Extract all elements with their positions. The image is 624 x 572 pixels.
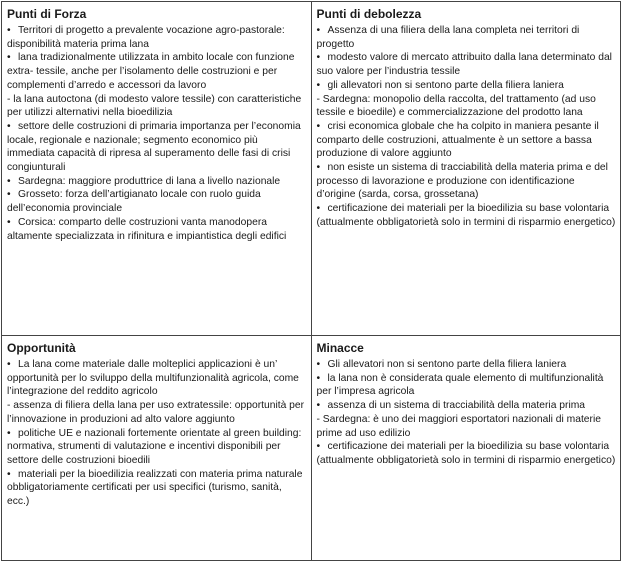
list-item (317, 358, 617, 372)
weaknesses-cell (311, 2, 621, 336)
list-item-text: modesto valore di mercato attribuito dalla lana determinato dal suo valore per l’industria tessile (316, 52, 612, 78)
list-item-text: crisi economica globale che ha colpito in maniera pesante il comparto delle costruzioni, attualmente è un settore a bassa produzione di valore aggiunto (316, 120, 599, 160)
list-item (317, 93, 617, 120)
list-item (317, 202, 617, 229)
bullet-marker: • (7, 216, 11, 228)
list-item (7, 358, 307, 399)
bullet-marker: • (7, 468, 11, 480)
list-item (7, 468, 307, 509)
threats-list (317, 358, 617, 468)
bullet-marker: • (316, 162, 321, 174)
strengths-list (7, 24, 307, 243)
list-item-text: politiche UE e nazionali fortemente orientate al green building: normativa, strumenti di valutazione e incentivi disponibili per settore delle costruzioni bioedili (7, 427, 302, 466)
opportunities-heading: Opportunità (7, 341, 76, 355)
bullet-marker: • (316, 25, 321, 36)
strengths-cell (2, 2, 312, 336)
swot-table (1, 1, 621, 561)
list-item (317, 120, 617, 161)
bullet-marker: • (316, 52, 321, 64)
list-item (7, 216, 307, 243)
bullet-marker: • (316, 359, 321, 370)
bullet-marker: • (316, 372, 321, 384)
list-item (317, 372, 617, 399)
list-item-text: Territori di progetto a prevalente vocazione agro-pastorale: disponibilità materia prima lana (7, 25, 285, 50)
bullet-marker: • (316, 120, 321, 132)
swot-row-top (2, 2, 621, 336)
list-item-text: settore delle costruzioni di primaria importanza per l’economia locale, regionale e nazionale; segmento economico più immediata capacità di ripresa al superamento delle fasi di crisi congiunturali (7, 120, 301, 174)
bullet-marker: • (316, 441, 321, 453)
list-item (317, 161, 617, 202)
swot-row-bottom (2, 336, 621, 561)
list-item-text: Corsica: comparto delle costruzioni vanta manodopera altamente specializzata in rifinitura e impiantistica degli edifici (7, 216, 287, 242)
list-item-text: La lana come materiale dalle molteplici applicazioni è un’ opportunità per lo sviluppo della multifunzionalità agricola, come l’integrazione del reddito agricolo (7, 359, 299, 398)
bullet-marker: • (7, 189, 11, 201)
list-item-text: Sardegna: maggiore produttrice di lana a livello nazionale (18, 175, 281, 187)
bullet-marker: • (7, 175, 11, 187)
list-item (317, 399, 617, 413)
list-item-text: non esiste un sistema di tracciabilità della materia prima e del processo di lavorazione e produzione con identificazione d’origine (sarda, corsa, grossetana) (316, 162, 608, 201)
list-item-text: - Sardegna: è uno dei maggiori esportatori nazionali di materie prime ad uso edilizio (316, 413, 601, 439)
list-item (7, 24, 307, 51)
list-item (7, 93, 307, 120)
list-item-text: certificazione dei materiali per la bioedilizia su base volontaria (attualmente obbligatorietà solo in termini di risparmio energetico) (316, 441, 616, 466)
list-item (317, 79, 617, 93)
list-item (7, 51, 307, 92)
list-item-text: Grosseto: forza dell’artigianato locale con ruolo guida dell’economia provinciale (7, 189, 261, 215)
opportunities-list (7, 358, 307, 509)
threats-cell (311, 336, 621, 561)
list-item (317, 51, 617, 78)
list-item-text: certificazione dei materiali per la bioedilizia su base volontaria (attualmente obbligatorietà solo in termini di risparmio energetico) (316, 203, 616, 228)
list-item (7, 399, 307, 426)
list-item-text: lana tradizionalmente utilizzata in ambito locale con funzione extra- tessile, anche per l’isolamento delle costruzioni e per complementi d’arredo e accessori da lavoro (7, 52, 295, 91)
list-item (7, 120, 307, 175)
bullet-marker: • (7, 52, 11, 64)
list-item (317, 24, 617, 51)
list-item-text: Assenza di una filiera della lana completa nei territori di progetto (316, 25, 580, 50)
bullet-marker: • (7, 427, 11, 439)
list-item (317, 440, 617, 467)
list-item-text: materiali per la bioedilizia realizzati con materia prima naturale obbligatoriamente certificati per usi specifici (turismo, sanità, ecc.) (7, 468, 303, 508)
bullet-marker: • (316, 79, 321, 91)
list-item-text: assenza di un sistema di tracciabilità della materia prima (327, 400, 586, 412)
bullet-marker: • (316, 400, 321, 412)
list-item-text: gli allevatori non si sentono parte della filiera laniera (327, 79, 564, 91)
threats-heading: Minacce (316, 341, 364, 355)
list-item-text: - assenza di filiera della lana per uso extratessile: opportunità per l’innovazione in produzioni ad alto valore aggiunto (7, 400, 305, 425)
list-item-text: Gli allevatori non si sentono parte della filiera laniera (327, 359, 567, 370)
list-item (7, 188, 307, 215)
bullet-marker: • (7, 120, 11, 132)
strengths-heading: Punti di Forza (7, 7, 87, 21)
list-item-text: - la lana autoctona (di modesto valore tessile) con caratteristiche per utilizzi alternativi nella bioedilizia (7, 93, 302, 119)
bullet-marker: • (7, 25, 11, 36)
weaknesses-list (317, 24, 617, 230)
list-item-text: la lana non è considerata quale elemento di multifunzionalità per l’impresa agricola (316, 372, 604, 398)
list-item (7, 427, 307, 468)
list-item-text: - Sardegna: monopolio della raccolta, del trattamento (ad uso tessile e bioedile) e commercializzazione del prodotto lana (316, 93, 596, 119)
bullet-marker: • (316, 203, 321, 215)
bullet-marker: • (7, 359, 11, 370)
opportunities-cell (2, 336, 312, 561)
list-item (7, 175, 307, 189)
list-item (317, 413, 617, 440)
weaknesses-heading: Punti di debolezza (316, 7, 422, 21)
